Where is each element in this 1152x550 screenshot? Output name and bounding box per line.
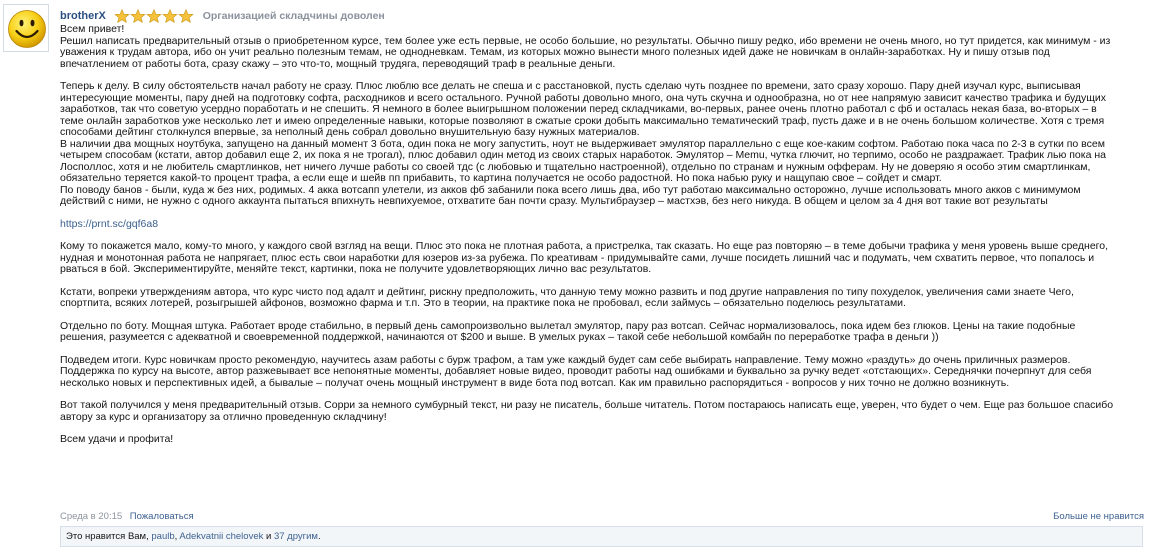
text-line: Решил написать предварительный отзыв о приобретенном курсе, тем более уже есть первые, не особо большие, но результаты. Обычно пишу редко, ибо времени не очень много, но тут придется, как минимум - из [60, 34, 1111, 47]
text-line: нудная и монотонная работа не напрягает, плюс есть свои наработки для юзеров из-за рубежа. По креативам - придумывайте сами, лучше посидеть лишний час и подумать, чем схватить первое, что попалось и [60, 251, 1095, 264]
star-icon [178, 9, 194, 23]
text-line: заработков, так что советую усердно поработать и не спешить. Я немного в более выигрышном положении перед складчиками, во-первых, ранее очень плотно работал с фб и осталась некая база, во-вторых – в [60, 103, 1097, 115]
likes-prefix: Это нравится Вам, [66, 531, 152, 542]
username-link[interactable]: brotherX [60, 10, 106, 23]
smiley-face-icon [7, 9, 47, 49]
post-footer [60, 511, 1144, 523]
text-line: действий с ними, не нужно с одного аккаунта пытаться впихнуть невпихуемое, отхватите бан почти сразу. Мультибраузер – мастхэв, без него никуда. В общем и целом за 4 дня вот такие вот результаты [60, 195, 1048, 207]
text-line: четырем способам (кстати, автор добавил еще 2, их пока я не трогал), плюс добавил один метод из своих старых наработок. Эмулятор – Memu, чутка глючит, но терпимо, особо не раздражает. Трафик лью пока на [60, 149, 1106, 161]
post-date[interactable]: Среда в 20:15 [60, 511, 123, 522]
post-header [60, 9, 1146, 23]
text-line: автору за курс и организатору за отлично проведенную складчину! [60, 410, 387, 423]
text-line: По поводу банов - были, куда ж без них, родимых. 4 акка вотсапп улетели, из акков фб забанили пока всего лишь два, ибо тут работаю максимально осторожно, лучше использовать много акков с минимумом [60, 183, 1081, 196]
star-icon [146, 9, 162, 23]
text-line: несколько новых и перспективных идей, а бывалые – получат очень мощный инструмент в виде бота под вотсап. Как им правильно распорядиться - вопросов у них точно не должно возникнуть. [60, 376, 1010, 389]
star-icon [114, 9, 130, 23]
text-line: уважения к трудам автора, ибо он учит реально полезным темам, не однодневкам. Темам, из которых можно вынести много полезных идей даже не новичкам в онлайн-заработках. Ну и пишу отзыв под [60, 46, 1050, 58]
text-line: спортпита, всяких лотерей, розыгрышей айфонов, возможно фарма и т.п. Это в теории, на практике пока не пробовал, если займусь – обязательно поделюсь результатами. [60, 297, 906, 309]
text-line: Подведем итоги. Курс новичкам просто рекомендую, научитесь азам работы с бурж трафом, а там уже каждый будет сам себе выбирать направление. Тему можно «раздуть» до очень приличных размеров. [60, 353, 1071, 366]
text-line: Теперь к делу. В силу обстоятельств начал работу не сразу. Плюс люблю все делать не спеша и с расстановкой, пусть сделаю чуть позднее по времени, зато сразу хорошо. Пару дней изучал курс, выписывая [60, 80, 1081, 92]
text-line: интересующие моменты, пару дней на подготовку софта, расходников и всего остального. Ручной работы довольно много, она чуть скучна и однообразна, но от нее напрямую зависит качество трафика и будущих [60, 91, 1107, 104]
star-icon [162, 9, 178, 23]
likes-suffix: . [317, 531, 321, 542]
text-line: Кстати, вопреки утверждениям автора, что курс чисто под адалт и дейтинг, рискну предположить, что данную тему можно развить и под другие направления по типу похуделок, увеличения сами знаете Чего, [60, 285, 1074, 298]
text-line: способами дейтинг столкнулся впервые, за неполный день собрал довольно внушительную базу нужных материалов. [60, 126, 640, 138]
like-others-link[interactable]: 37 другим [273, 531, 318, 542]
text-line: рваться в бой. Экспериментируйте, меняйте текст, картинки, пока не получите удовлетворяющих лично вас результатов. [60, 263, 652, 275]
text-line: Лосполлос, хотя и не любитель смартлинков, нет ничего лучше работы со своей тдс (с любовью и тщательно настроенной), отдельно по странам и нужным офферам. Ну не доверяю я особо этим смартлинкам, [60, 160, 1091, 173]
post-body [60, 24, 1146, 446]
text-line: Вот такой получился у меня предварительный отзыв. Сорри за немного сумбурный текст, ни разу не писатель, больше читатель. Потом постараюсь написать еще, уверен, что будет о чем. Еще раз большое спасибо [60, 399, 1114, 411]
like-user-paulb[interactable]: paulb [151, 531, 175, 542]
likes-conjunction: и [263, 531, 274, 542]
likes-summary [60, 526, 1143, 547]
like-user-adekvatnii[interactable]: Adekvatnii chelovek [179, 531, 264, 542]
text-line: Всем удачи и профита! [60, 433, 174, 445]
text-line: Поддержка по курсу на высоте, автор разжевывает все непонятные моменты, добавляет новые видео, проводит работы над ошибками и буквально за ручку ведет «отстающих». Середнячки почерпнут для себя [60, 365, 1092, 377]
text-line: Кому то покажется мало, кому-то много, у каждого свой взгляд на вещи. Плюс это пока не плотная работа, а пристрелка, так сказать. Но еще раз повторяю – в теме добычи трафика у меня уровень выше среднего, [60, 240, 1109, 252]
greeting-line: Всем привет! [60, 23, 125, 35]
rating-note: Организацией складчины доволен [202, 10, 385, 23]
unlike-link[interactable]: Больше не нравится [1053, 511, 1144, 522]
text-line: теме онлайн заработков уже несколько лет и имею определенные навыки, которые позволяют в сжатые сроки добыть максимально тематический траф, пусть даже и в не очень большом количестве. Хотя с тремя [60, 114, 1105, 127]
avatar[interactable] [3, 4, 49, 52]
text-line: Отдельно по боту. Мощная штука. Работает вроде стабильно, в первый день самопроизвольно вылетал эмулятор, пару раз вотсап. Сейчас нормализовалось, пока идем без глюков. Цены на такие подобные [60, 319, 1076, 332]
paragraphs-after-link [60, 230, 1146, 446]
post-content [60, 9, 1146, 446]
screenshot-link[interactable]: https://prnt.sc/gqf6a8 [60, 217, 159, 230]
text-line: В наличии два мощных ноутбука, запущено на данный момент 3 бота, один пока не могу запустить, ноут не выдерживает эмулятор параллельно с еще кое-каким софтом. Работаю пока часа по 2-3 в сутки по всем [60, 137, 1105, 150]
text-line: решения, разумеется с адекватной и своевременной поддержкой, начинаются от $200 и выше. В умелых руках – такой себе небольшой комбайн по переработке трафа в деньги )) [60, 331, 939, 343]
rating-stars [114, 9, 194, 23]
report-link[interactable]: Пожаловаться [129, 511, 194, 522]
paragraphs-before-link [60, 36, 1146, 208]
likes-separator: , [174, 531, 180, 542]
text-line: впечатлением от работы бота, сразу скажу – это что-то, мощный трудяга, переводящий траф в реальные деньги. [60, 57, 616, 70]
text-line: обязательно теряется какой-то процент трафа, а если еще и шейв пп прибавить, то картина получается не особо радостной. Но пока набью руку и нащупаю свое – сойдет и смарт. [60, 172, 942, 184]
star-icon [130, 9, 146, 23]
